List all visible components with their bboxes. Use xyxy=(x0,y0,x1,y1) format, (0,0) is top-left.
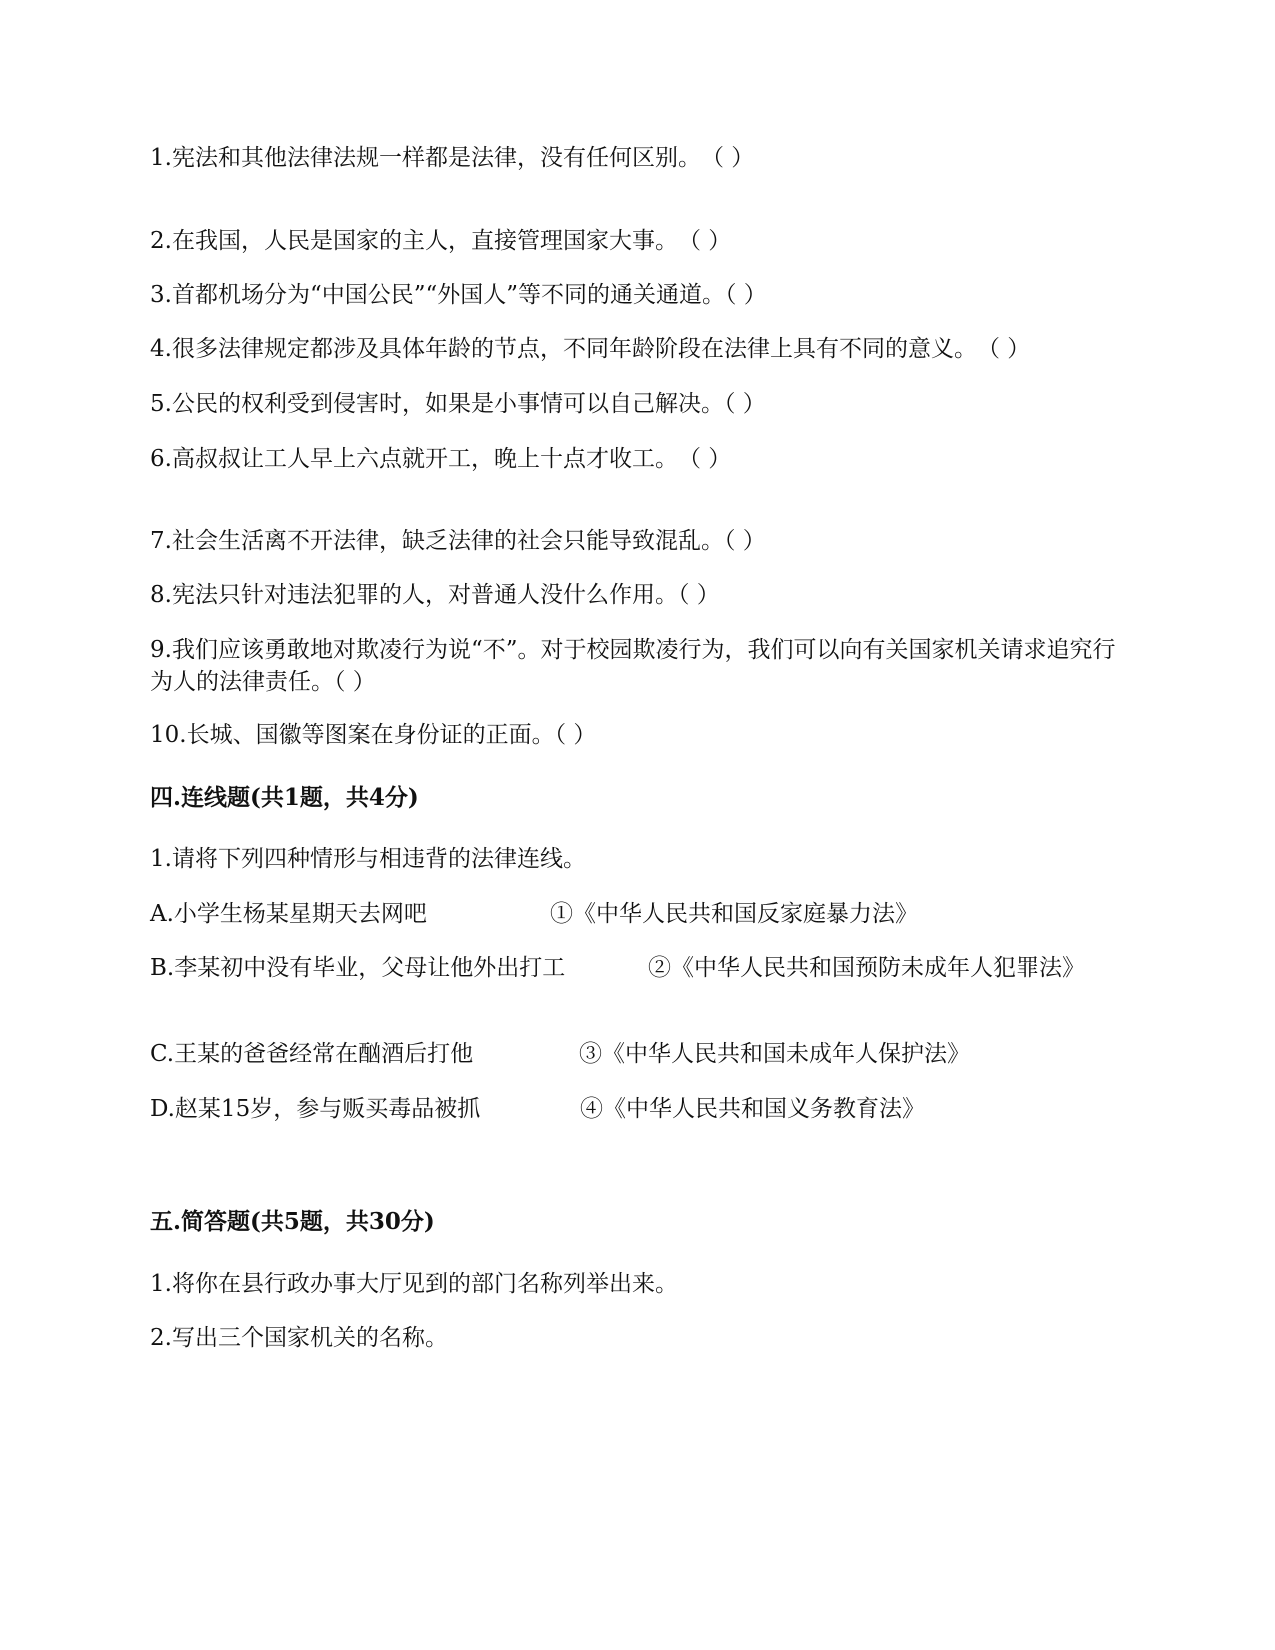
short-answer-item-2: 2.写出三个国家机关的名称。 xyxy=(150,1325,448,1351)
matching-left-d: D.赵某15岁，参与贩买毒品被抓 xyxy=(150,1096,481,1122)
matching-left-b: B.李某初中没有毕业，父母让他外出打工 xyxy=(150,955,566,981)
judgement-item-1: 1.宪法和其他法律法规一样都是法律，没有任何区别。 （ ） xyxy=(150,145,755,171)
matching-right-1: ①《中华人民共和国反家庭暴力法》 xyxy=(550,901,918,927)
judgement-item-8: 8.宪法只针对违法犯罪的人，对普通人没什么作用。（ ） xyxy=(150,582,720,608)
matching-left-c: C.王某的爸爸经常在酗酒后打他 xyxy=(150,1041,474,1067)
matching-left-a: A.小学生杨某星期天去网吧 xyxy=(150,901,427,927)
short-answer-item-1: 1.将你在县行政办事大厅见到的部门名称列举出来。 xyxy=(150,1271,678,1297)
judgement-item-6: 6.高叔叔让工人早上六点就开工，晚上十点才收工。 （ ） xyxy=(150,446,732,472)
section-heading-short-answer: 五.简答题(共5题，共30分) xyxy=(150,1208,435,1235)
judgement-item-4: 4.很多法律规定都涉及具体年龄的节点，不同年龄阶段在法律上具有不同的意义。 （ ） xyxy=(150,336,1031,362)
matching-right-2: ②《中华人民共和国预防未成年人犯罪法》 xyxy=(648,955,1085,981)
judgement-item-9: 9.我们应该勇敢地对欺凌行为说“不”。对于校园欺凌行为，我们可以向有关国家机关请求追究行为人的法律责任。（ ） xyxy=(150,637,1116,695)
judgement-item-10: 10.长城、国徽等图案在身份证的正面。（ ） xyxy=(150,722,597,748)
judgement-item-5: 5.公民的权利受到侵害时，如果是小事情可以自己解决。（ ） xyxy=(150,391,766,417)
judgement-item-7: 7.社会生活离不开法律，缺乏法律的社会只能导致混乱。（ ） xyxy=(150,528,766,554)
judgement-item-2: 2.在我国，人民是国家的主人，直接管理国家大事。 （ ） xyxy=(150,228,732,254)
matching-question: 1.请将下列四种情形与相违背的法律连线。 xyxy=(150,846,586,872)
section-heading-matching: 四.连线题(共1题，共4分) xyxy=(150,784,419,811)
judgement-item-3: 3.首都机场分为“中国公民”“外国人”等不同的通关通道。（ ） xyxy=(150,282,767,308)
matching-right-3: ③《中华人民共和国未成年人保护法》 xyxy=(579,1041,970,1067)
matching-right-4: ④《中华人民共和国义务教育法》 xyxy=(580,1096,925,1122)
